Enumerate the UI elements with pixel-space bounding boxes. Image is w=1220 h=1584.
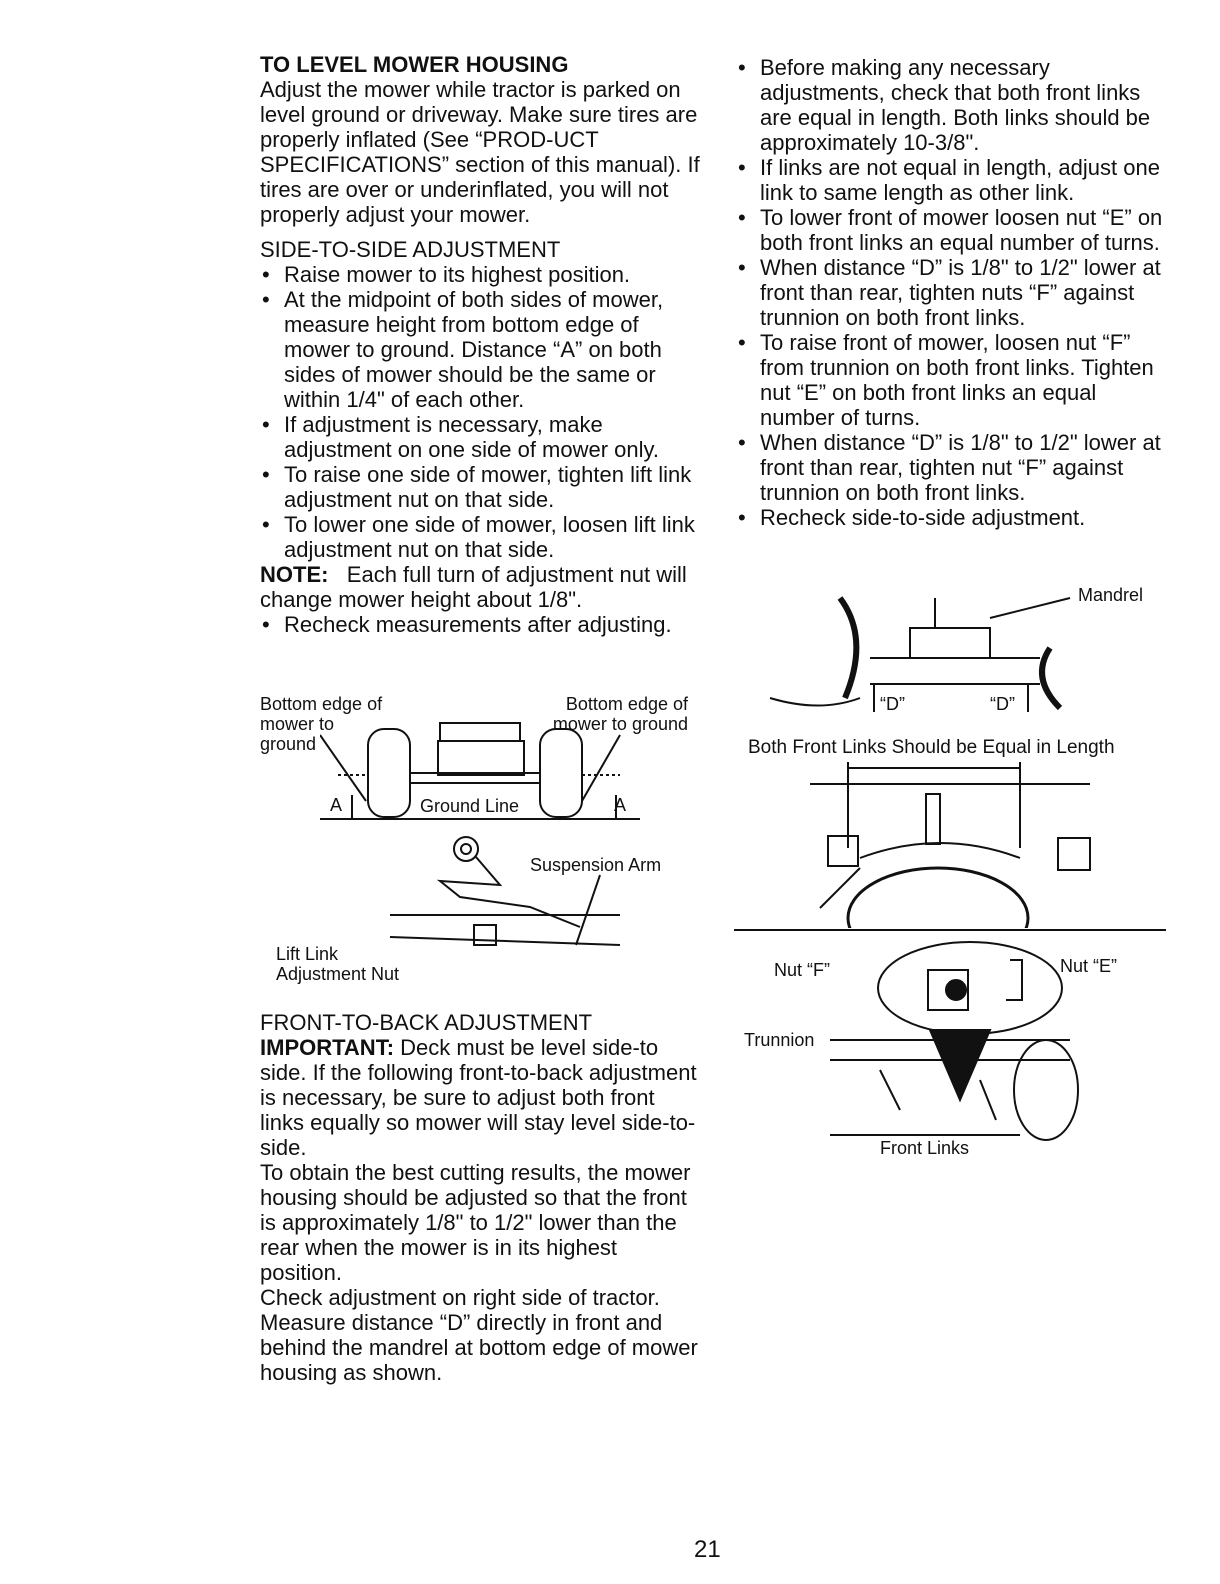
check-paragraph: Check adjustment on right side of tractor. Measure distance “D” directly in front and behind the mandrel at bottom edge of mower housing as shown. [260,1285,698,1385]
page-number: 21 [694,1536,721,1563]
side-bullets [260,262,700,562]
divider-line [734,928,1166,932]
best-results-paragraph: To obtain the best cutting results, the mower housing should be adjusted so that the front is approximately 1/8" to 1/2" lower than the rear when the mower is in its highest position. [260,1160,691,1285]
list-item: • When distance “D” is 1/8" to 1/2" lower at front than rear, tighten nuts “F” against trunnion on both front links. [736,255,1176,330]
front-heading: FRONT-TO-BACK ADJUSTMENT [260,1010,593,1035]
list-item: • To lower front of mower loosen nut “E” on both front links an equal number of turns. [736,205,1176,255]
note-text: Each full turn of adjustment nut will change mower height about 1/8". [260,562,687,612]
front-links-label: Front Links [880,1138,970,1158]
right-bullets [736,55,1176,530]
list-item: • If links are not equal in length, adjust one link to same length as other link. [736,155,1176,205]
list-item: • When distance “D” is 1/8" to 1/2" lower at front than rear, tighten nut “F” against trunnion on both front links. [736,430,1176,505]
d-label-rear: “D” [990,694,1015,714]
suspension-arm-label: Suspension Arm [530,855,662,875]
list-item: • To raise one side of mower, tighten lift link adjustment nut on that side. [260,462,700,512]
list-item: • To lower one side of mower, loosen lift link adjustment nut on that side. [260,512,700,562]
front-links-diagram [800,758,1100,928]
nut-e-label: Nut “E” [1060,956,1118,976]
lift-link-label: Lift Link Adjustment Nut [276,944,400,984]
note [260,562,700,612]
list-item: • To raise front of mower, loosen nut “F” from trunnion on both front links. Tighten nut “E” on both front links an equal number of turns. [736,330,1176,430]
list-item: • Recheck side-to-side adjustment. [736,505,1176,530]
fig1-a-right: A [614,795,627,815]
right-column [736,55,1176,530]
list-item: • At the midpoint of both sides of mower, measure height from bottom edge of mower to ground. Distance “A” on both sides of mower should be the same or within 1/4" of each other. [260,287,700,412]
nut-f-label: Nut “F” [774,960,830,980]
list-item: • Raise mower to its highest position. [260,262,700,287]
fig1-label-right: Bottom edge of mower to ground [552,694,688,734]
d-label-front: “D” [880,694,905,714]
intro-paragraph: Adjust the mower while tractor is parked on level ground or driveway. Make sure tires are properly inflated (See “PROD-UCT SPECIFICATIONS” section of this manual). If tires are over or underinflated, you will not properly adjust your mower. [260,77,700,227]
fig1-label-left: Bottom edge of mower to ground [260,694,383,754]
important-label: IMPORTANT: [260,1035,395,1060]
mandrel-label: Mandrel [1078,585,1144,605]
important-paragraph [260,1035,700,1160]
side-heading: SIDE-TO-SIDE ADJUSTMENT [260,237,561,262]
list-item: • If adjustment is necessary, make adjustment on one side of mower only. [260,412,700,462]
important-text: Deck must be level side-to side. If the following front-to-back adjustment is necessary, be sure to adjust both front links equally so mower will stay level side-to-side. [260,1035,697,1160]
trunnion-label: Trunnion [744,1030,815,1050]
fig4-caption: Both Front Links Should be Equal in Length [748,737,1115,758]
mandrel-diagram [760,588,1110,723]
list-item: • Recheck measurements after adjusting. [260,612,700,637]
section-title: TO LEVEL MOWER HOUSING [260,52,569,77]
left-column [260,52,700,637]
recheck-list [260,612,700,637]
fig1-a-left: A [330,795,343,815]
fig1-ground-line: Ground Line [420,796,520,816]
list-item: • Before making any necessary adjustments, check that both front links are equal in length. Both links should be approximately 10-3/8". [736,55,1176,155]
left-column-lower [260,1010,700,1385]
note-label: NOTE: [260,562,329,587]
